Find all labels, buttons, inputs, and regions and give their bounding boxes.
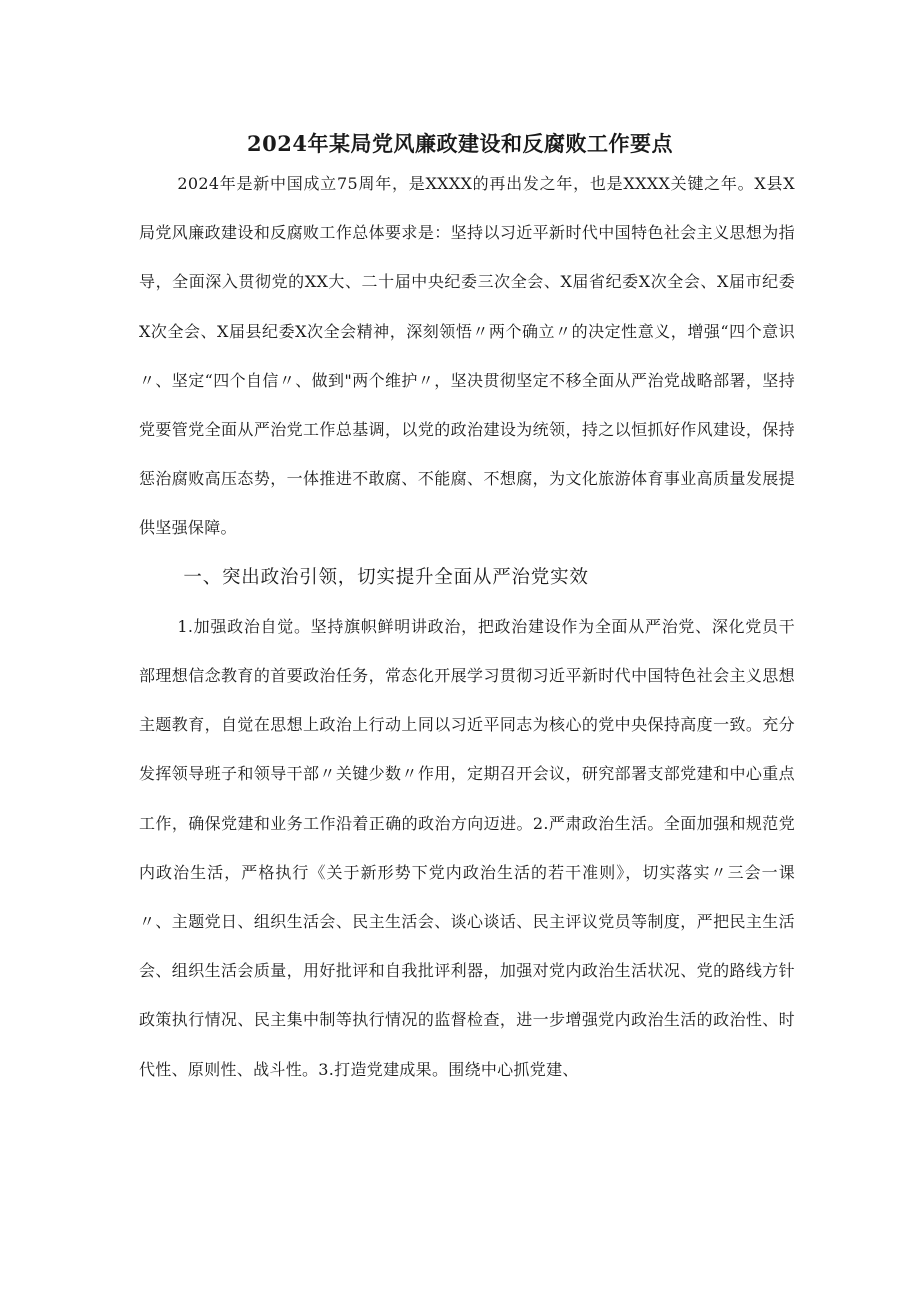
document-title: 2024年某局党风廉政建设和反腐败工作要点	[247, 131, 673, 156]
section-heading-1: 一、突出政治引领，切实提升全面从严治党实效	[183, 566, 589, 588]
document-body	[139, 159, 795, 1094]
section-1-paragraph: 1.加强政治自觉。坚持旗帜鲜明讲政治，把政治建设作为全面从严治党、深化党员干部理想信念教育的首要政治任务，常态化开展学习贯彻习近平新时代中国特色社会主义思想主题教育，自觉在思想上政治上行动上同以习近平同志为核心的党中央保持高度一致。充分发挥领导班子和领导干部〃关键少数〃作用，定期召开会议，研究部署支部党建和中心重点工作，确保党建和业务工作沿着正确的政治方向迈进。2.严肃政治生活。全面加强和规范党内政治生活，严格执行《关于新形势下党内政治生活的若干准则》，切实落实〃三会一课〃、主题党日、组织生活会、民主生活会、谈心谈话、民主评议党员等制度，严把民主生活会、组织生活会质量，用好批评和自我批评利器，加强对党内政治生活状况、党的路线方针政策执行情况、民主集中制等执行情况的监督检查，进一步增强党内政治生活的政治性、时代性、原则性、战斗性。3.打造党建成果。围绕中心抓党建、	[139, 616, 795, 1079]
intro-paragraph: 2024年是新中国成立75周年，是XXXX的再出发之年，也是XXXX关键之年。X县X局党风廉政建设和反腐败工作总体要求是：坚持以习近平新时代中国特色社会主义思想为指导，全面深入贯彻党的XX大、二十届中央纪委三次全会、X届省纪委X次全会、X届市纪委X次全会、X届县纪委X次全会精神，深刻领悟〃两个确立〃的决定性意义，增强“四个意识〃、坚定“四个自信〃、做到"两个维护〃，坚决贯彻坚定不移全面从严治党战略部署，坚持党要管党全面从严治党工作总基调，以党的政治建设为统领，持之以恒抓好作风建设，保持惩治腐败高压态势，一体推进不敢腐、不能腐、不想腐，为文化旅游体育事业高质量发展提供坚强保障。	[139, 174, 795, 538]
